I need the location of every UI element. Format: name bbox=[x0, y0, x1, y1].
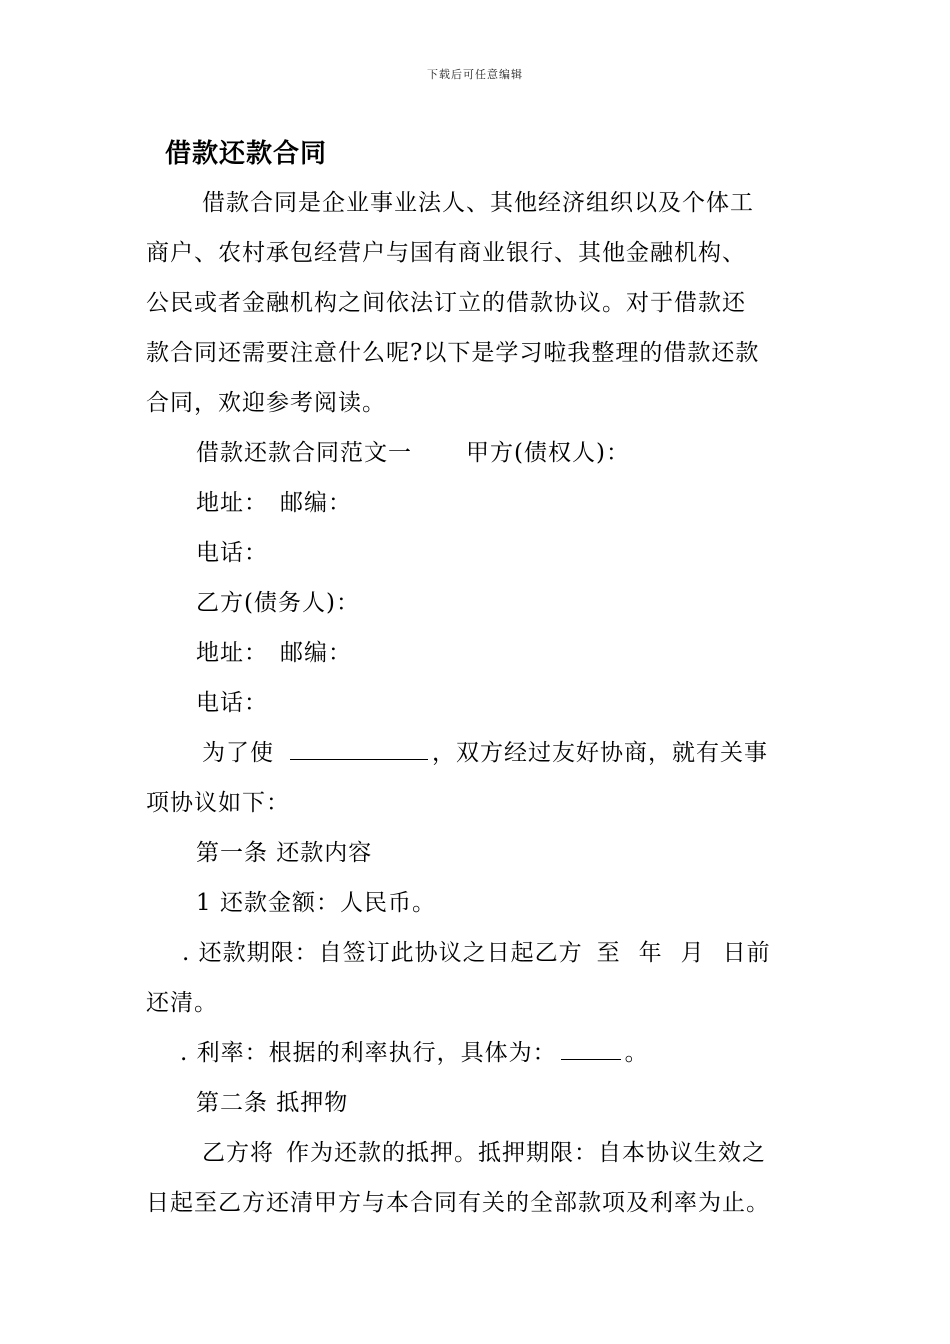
postcode-label: 邮编： bbox=[280, 490, 352, 516]
party-b-label: 乙方(债务人)： bbox=[196, 590, 360, 616]
term-to: 至 bbox=[596, 940, 621, 966]
sample-heading-line bbox=[196, 434, 630, 467]
purpose-blank bbox=[290, 758, 428, 760]
party-a-phone: 电话： bbox=[196, 540, 268, 566]
party-a-address-line bbox=[196, 484, 352, 517]
rate-suffix: 。 bbox=[624, 1040, 649, 1066]
item-repayment-term bbox=[182, 934, 771, 967]
address-label: 地址： bbox=[196, 490, 268, 516]
intro-line-5: 合同，欢迎参考阅读。 bbox=[146, 390, 386, 416]
document-title: 借款还款合同 bbox=[165, 139, 328, 169]
collateral-text-a: 乙方将 bbox=[202, 1140, 274, 1166]
article2-title: 第二条 抵押物 bbox=[196, 1090, 349, 1116]
purpose-line-2: 项协议如下： bbox=[146, 790, 290, 816]
item-repayment-amount: 1 还款金额：人民币。 bbox=[196, 890, 436, 916]
collateral-text-b: 作为还款的抵押。抵押期限：自本协议生效之 bbox=[286, 1140, 766, 1166]
item-repayment-term-line-2: 还清。 bbox=[146, 990, 218, 1016]
postcode-label: 邮编： bbox=[280, 640, 352, 666]
intro-line-1: 借款合同是企业事业法人、其他经济组织以及个体工 bbox=[202, 190, 754, 216]
party-a-label: 甲方(债权人)： bbox=[466, 440, 630, 466]
term-year: 年 bbox=[638, 940, 663, 966]
intro-line-2: 商户、农村承包经营户与国有商业银行、其他金融机构、 bbox=[146, 240, 746, 266]
purpose-suffix: ，双方经过友好协商，就有关事 bbox=[432, 740, 768, 766]
term-text: . 还款期限：自签订此协议之日起乙方 bbox=[182, 940, 583, 966]
term-day: 日前 bbox=[722, 940, 771, 966]
rate-blank bbox=[561, 1058, 621, 1060]
purpose-line bbox=[202, 734, 768, 767]
header-note: 下载后可任意编辑 bbox=[427, 68, 523, 81]
address-label: 地址： bbox=[196, 640, 268, 666]
party-b-address-line bbox=[196, 634, 352, 667]
rate-text: . 利率：根据的利率执行，具体为： bbox=[180, 1040, 557, 1066]
purpose-prefix: 为了使 bbox=[202, 740, 274, 766]
collateral-line-2: 日起至乙方还清甲方与本合同有关的全部款项及利率为止。 bbox=[146, 1190, 770, 1216]
item-interest-rate bbox=[180, 1034, 649, 1067]
intro-line-4: 款合同还需要注意什么呢?以下是学习啦我整理的借款还款 bbox=[146, 340, 760, 366]
party-b-phone: 电话： bbox=[196, 690, 268, 716]
collateral-line-1 bbox=[202, 1134, 766, 1167]
sample-heading: 借款还款合同范文一 bbox=[196, 440, 412, 466]
article1-title: 第一条 还款内容 bbox=[196, 840, 373, 866]
intro-line-3: 公民或者金融机构之间依法订立的借款协议。对于借款还 bbox=[146, 290, 746, 316]
term-month: 月 bbox=[680, 940, 705, 966]
